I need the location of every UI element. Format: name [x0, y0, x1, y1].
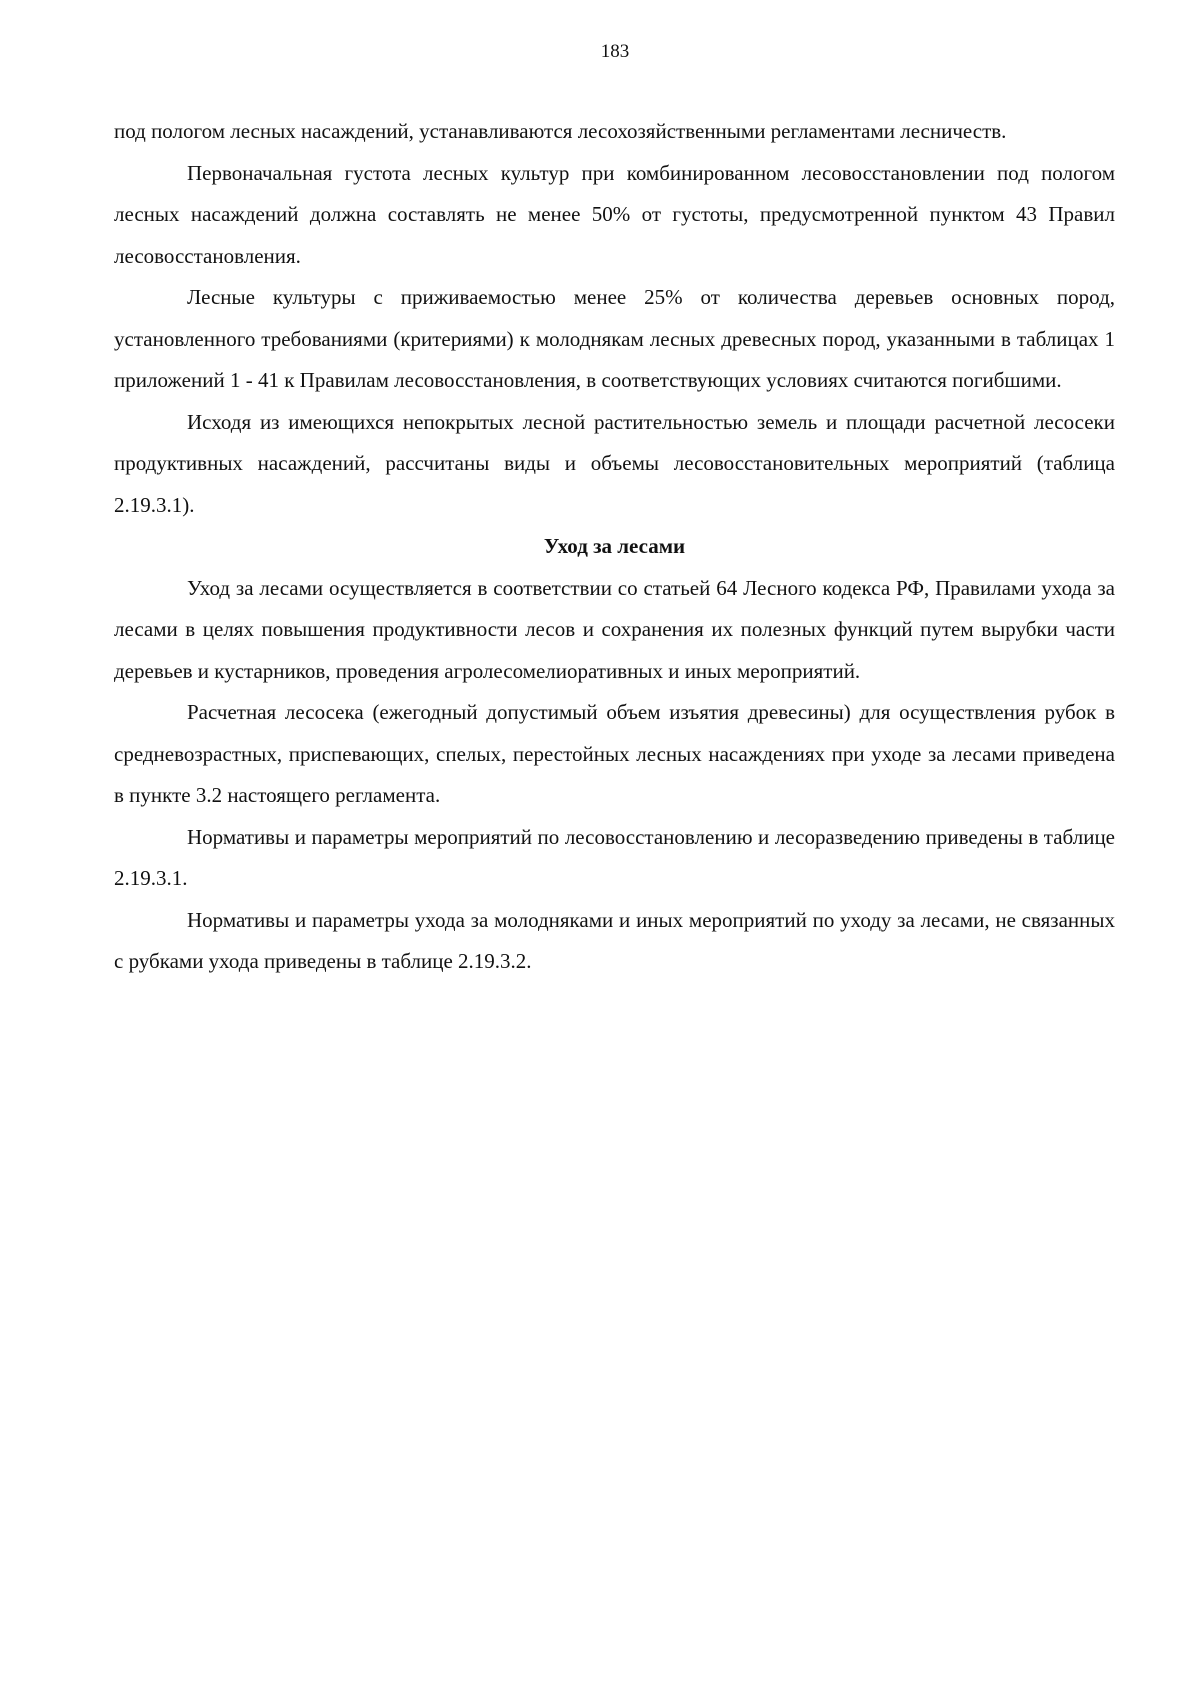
page-body — [114, 111, 1115, 983]
page-number: 183 — [600, 41, 630, 62]
paragraph: Расчетная лесосека (ежегодный допустимый объем изъятия древесины) для осуществления рубок в средневозрастных, приспевающих, спелых, перестойных лесных насаждениях при уходе за лесами приведена в пункте 3.2 настоящего регламента. — [114, 700, 1115, 807]
section-heading: Уход за лесами — [543, 534, 686, 558]
paragraph: Лесные культуры с приживаемостью менее 25% от количества деревьев основных пород, установленного требованиями (критериями) к молоднякам лесных древесных пород, указанными в таблицах 1 приложений 1 - 41 к Правилам лесовосстановления, в соответствующих условиях считаются погибшими. — [114, 285, 1115, 392]
paragraph: Нормативы и параметры мероприятий по лесовосстановлению и лесоразведению приведены в таблице 2.19.3.1. — [114, 824, 1115, 890]
paragraph: Уход за лесами осуществляется в соответствии со статьей 64 Лесного кодекса РФ, Правилами ухода за лесами в целях повышения продуктивности лесов и сохранения их полезных функций путем вырубки части деревьев и кустарников, проведения агролесомелиоративных и иных мероприятий. — [114, 575, 1115, 683]
paragraph: Нормативы и параметры ухода за молодняками и иных мероприятий по уходу за лесами, не связанных с рубками ухода приведены в таблице 2.19.3.2. — [114, 907, 1115, 973]
paragraph-continuation: под пологом лесных насаждений, устанавливаются лесохозяйственными регламентами лесничеств. — [114, 119, 1007, 143]
paragraph: Первоначальная густота лесных культур при комбинированном лесовосстановлении под пологом лесных насаждений должна составлять не менее 50% от густоты, предусмотренной пунктом 43 Правил лесовосстановления. — [114, 160, 1115, 268]
paragraph: Исходя из имеющихся непокрытых лесной растительностью земель и площади расчетной лесосеки продуктивных насаждений, рассчитаны виды и объемы лесовосстановительных мероприятий (таблица 2.19.3.1). — [114, 409, 1115, 517]
